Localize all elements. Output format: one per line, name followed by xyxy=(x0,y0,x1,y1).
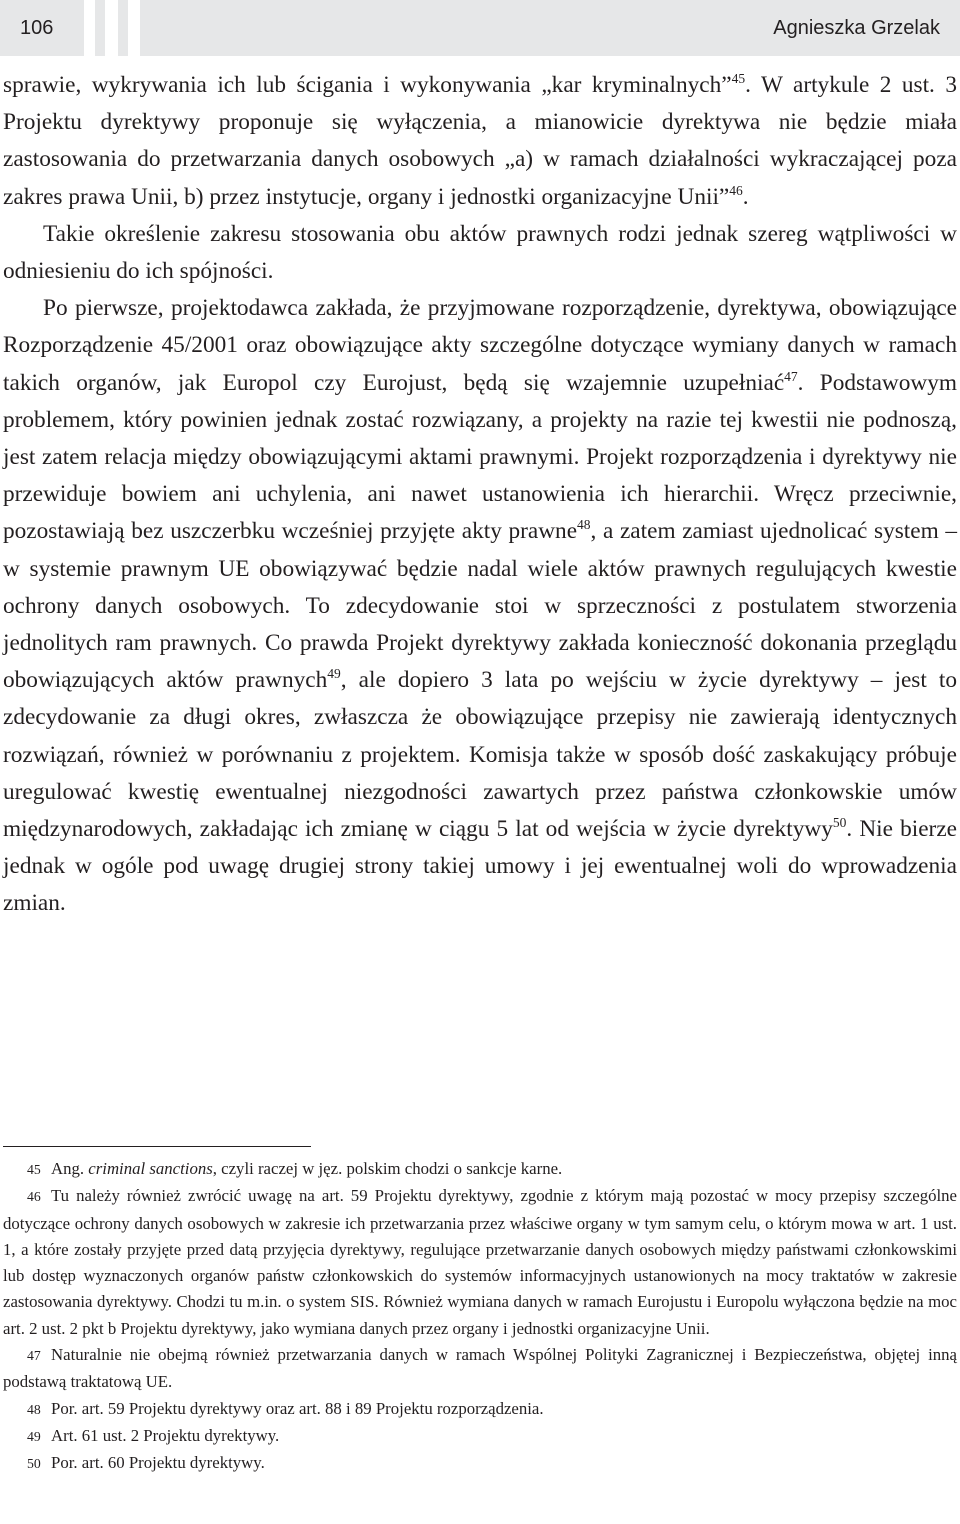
footnote-48 xyxy=(3,1396,957,1423)
footnote-ref-49[interactable]: 49 xyxy=(327,666,341,682)
text-run: . Nie bierze jednak w ogóle pod uwagę drugiej strony takiej umowy i jej ewentualnej woli do wprowadzenia zmian. xyxy=(3,816,957,917)
text-run: . xyxy=(742,183,749,210)
paragraph-3 xyxy=(3,290,957,922)
footnote-number: 50 xyxy=(27,1456,41,1472)
body-text xyxy=(3,67,957,923)
page-number: 106 xyxy=(20,17,54,39)
footnote-number: 47 xyxy=(27,1348,41,1364)
footnote-ref-48[interactable]: 48 xyxy=(577,517,591,533)
footnote-46 xyxy=(3,1183,957,1342)
header-separator-bar xyxy=(95,0,105,56)
text-run: Po pierwsze, projektodawca zakłada, że przyjmowane rozporządzenie, dyrektywa, obowiązujące Rozporządzenie 45/2001 oraz obowiązujące akty szczególne dotyczące wymiany danych w ramach takich organów, jak Europol czy Eurojust, będą się wzajemnie uzupełniać xyxy=(3,295,957,396)
text-run: . W artykule 2 ust. 3 Projektu dyrektywy proponuje się wyłączenia, a mianowicie dyrektywa nie będzie miała zastosowania do przetwarzania danych osobowych „a) w ramach działalności wykraczającej poza zakres prawa Unii, b) przez instytucje, organy i jednostki organizacyjne Unii” xyxy=(3,72,957,210)
footnotes xyxy=(3,1156,957,1478)
footnote-text: Ang. xyxy=(51,1159,89,1178)
text-run: . Podstawowym problemem, który powinien jednak zostać rozwiązany, a projekty na razie tej kwestii nie podnoszą, jest zatem relacja między obowiązującymi aktami prawnymi. Projekt rozporządzenia i dyrektywy nie przewiduje bowiem ani uchylenia, ani nawet ustanowienia ich hierarchii. Wręcz przeciwnie, pozostawiają bez uszczerbku wcześniej przyjęte akty prawne xyxy=(3,369,957,545)
author-box xyxy=(140,0,960,56)
page-number-box xyxy=(0,0,84,56)
footnote-text: Por. art. 60 Projektu dyrektywy. xyxy=(51,1453,265,1473)
footnote-divider xyxy=(3,1146,311,1147)
paragraph-2: Takie określenie zakresu stosowania obu aktów prawnych rodzi jednak szereg wątpliwości w odniesieniu do ich spójności. xyxy=(3,220,957,285)
text-run: sprawie, wykrywania ich lub ścigania i wykonywania „kar kryminalnych” xyxy=(3,72,732,98)
author-name: Agnieszka Grzelak xyxy=(773,17,940,39)
footnote-number: 48 xyxy=(27,1401,41,1417)
footnote-number: 45 xyxy=(27,1162,41,1177)
paragraph-1 xyxy=(3,67,957,216)
text-run: , a zatem zamiast ujednolicać system – w systemie prawnym UE obowiązywać będzie nadal wiele aktów prawnych regulujących kwestie ochrony danych osobowych. To zdecydowanie stoi w sprzeczności z postulatem stworzenia jednolitych ram prawnych. Co prawda Projekt dyrektywy zakłada konieczność dokonania przeglądu obowiązujących aktów prawnych xyxy=(3,518,957,694)
footnote-text: Tu należy również zwrócić uwagę na art. 59 Projektu dyrektywy, zgodnie z którym mają pozostać w mocy przepisy szczególne dotyczące ochrony danych osobowych w zakresie ich przetwarzania przez właściwe organy w tym samym celu, o którym mowa w art. 1 ust. 1, a które zostały przyjęte przed datą przyjęcia dyrektywy, regulujące przetwarzanie danych osobowych między państwami członkowskimi lub dostęp wyznaczonych organów państw członkowskich do systemów informacyjnych ustanowionych na mocy traktatów w zakresie zastosowania dyrektywy. Chodzi tu m.in. o system SIS. Również wymiana danych w ramach Eurojustu i Europolu wyłączona będzie na moc art. 2 ust. 2 pkt b Projektu dyrektywy, jako wymiana danych przez organy i jednostki organizacyjne Unii. xyxy=(3,1186,957,1338)
header-separator-bar xyxy=(118,0,128,56)
footnote-ref-50[interactable]: 50 xyxy=(832,815,847,831)
footnote-49 xyxy=(3,1423,957,1450)
footnote-italic-term: criminal sanctions xyxy=(88,1159,213,1178)
footnote-text: Art. 61 ust. 2 Projektu dyrektywy. xyxy=(51,1425,280,1445)
footnote-number: 49 xyxy=(27,1428,41,1444)
footnote-text: Naturalnie nie obejmą również przetwarzania danych w ramach Wspólnej Polityki Zagranicznej i Bezpieczeństwa, objętej inną podstawą traktatową UE. xyxy=(3,1345,957,1392)
footnote-number: 46 xyxy=(27,1189,41,1205)
running-header xyxy=(0,0,960,58)
footnote-50 xyxy=(3,1450,957,1477)
footnote-ref-45[interactable]: 45 xyxy=(731,71,746,87)
footnote-text: , czyli raczej w jęz. polskim chodzi o sankcje karne. xyxy=(212,1159,563,1178)
footnote-ref-46[interactable]: 46 xyxy=(729,182,743,198)
footnote-text: Por. art. 59 Projektu dyrektywy oraz art. 88 i 89 Projektu rozporządzenia. xyxy=(51,1398,544,1418)
text-run: , ale dopiero 3 lata po wejściu w życie dyrektywy – jest to zdecydowanie za długi okres, zwłaszcza że obowiązujące przepisy nie zawierają identycznych rozwiązań, również w porównaniu z projektem. Komisja także w sposób dość zaskakujący próbuje uregulować kwestię ewentualnej niezgodności zawartych przez państwa członkowskie umów międzynarodowych, zakładając ich zmianę w ciągu 5 lat od wejścia w życie dyrektywy xyxy=(3,667,957,843)
footnote-ref-47[interactable]: 47 xyxy=(784,368,798,384)
footnote-47 xyxy=(3,1342,957,1396)
footnote-45 xyxy=(3,1156,957,1183)
